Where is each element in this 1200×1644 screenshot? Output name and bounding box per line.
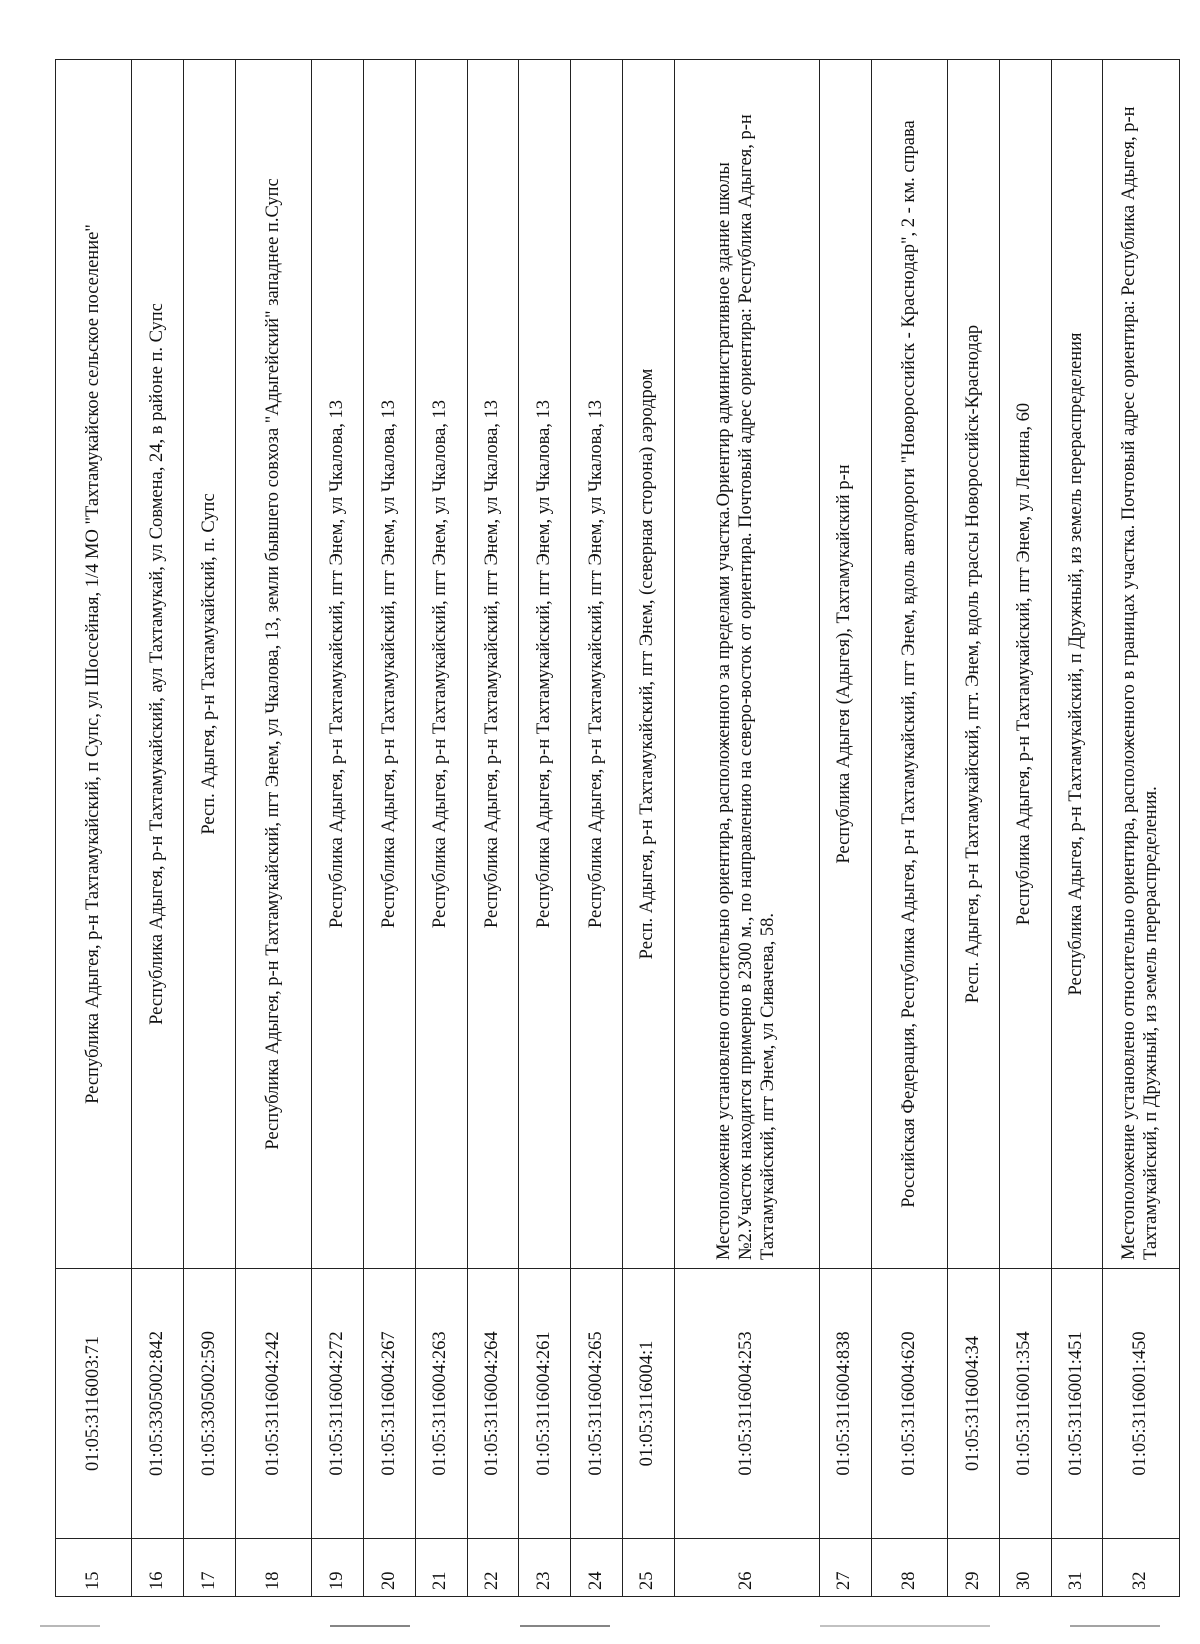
table-row bbox=[622, 60, 674, 1597]
address-cell: Местоположение установлено относительно ориентира, расположенного за пределами участка.Ориентир административное здание школы №2.Участок находится примерно в 2300 м., по направлению на северо-восток от ориентира. Почтовый адрес ориентира: Республика Адыгея, р-н Тахтамукайский, пгт Энем, ул Сивачева, 58. bbox=[674, 60, 819, 1269]
address-cell: Республика Адыгея, р-н Тахтамукайский, пгт Энем, ул Чкалова, 13 bbox=[364, 60, 416, 1269]
row-number: 20 bbox=[364, 1539, 416, 1597]
cadastral-number: 01:05:3116004:620 bbox=[871, 1269, 947, 1539]
table-row bbox=[674, 60, 819, 1597]
row-number: 18 bbox=[235, 1539, 311, 1597]
address-cell: Республика Адыгея, р-н Тахтамукайский, пгт Энем, ул Чкалова, 13 bbox=[467, 60, 519, 1269]
address-cell: Респ. Адыгея, р-н Тахтамукайский, пгт Энем, (северная сторона) аэродром bbox=[622, 60, 674, 1269]
address-cell: Республика Адыгея (Адыгея), Тахтамукайский р-н bbox=[819, 60, 871, 1269]
table-row bbox=[312, 60, 364, 1597]
table-row bbox=[871, 60, 947, 1597]
table-row bbox=[1051, 60, 1103, 1597]
table-row bbox=[999, 60, 1051, 1597]
table-row bbox=[184, 60, 236, 1597]
row-number: 19 bbox=[312, 1539, 364, 1597]
parcel-table bbox=[55, 59, 1180, 1597]
cadastral-number: 01:05:3116004:261 bbox=[519, 1269, 571, 1539]
row-number: 31 bbox=[1051, 1539, 1103, 1597]
scan-artifact-line bbox=[820, 1625, 990, 1627]
cadastral-number: 01:05:3116004:265 bbox=[571, 1269, 623, 1539]
address-cell: Респ. Адыгея, р-н Тахтамукайский, п. Супс bbox=[184, 60, 236, 1269]
table-row bbox=[467, 60, 519, 1597]
row-number: 17 bbox=[184, 1539, 236, 1597]
row-number: 30 bbox=[999, 1539, 1051, 1597]
address-cell: Республика Адыгея, р-н Тахтамукайский, пгт Энем, ул Чкалова, 13 bbox=[571, 60, 623, 1269]
table-row bbox=[1103, 60, 1180, 1597]
cadastral-number: 01:05:3116003:71 bbox=[56, 1269, 132, 1539]
rotated-table-wrapper bbox=[55, 59, 1180, 1597]
row-number: 24 bbox=[571, 1539, 623, 1597]
table-row bbox=[235, 60, 311, 1597]
table-row bbox=[519, 60, 571, 1597]
address-cell: Республика Адыгея, р-н Тахтамукайский, пгт Энем, ул Чкалова, 13 bbox=[519, 60, 571, 1269]
cadastral-number: 01:05:3305002:590 bbox=[184, 1269, 236, 1539]
row-number: 23 bbox=[519, 1539, 571, 1597]
row-number: 15 bbox=[56, 1539, 132, 1597]
address-cell: Республика Адыгея, р-н Тахтамукайский, пгт Энем, ул Чкалова, 13, земли бывшего совхоза "Адыгейский" западнее п.Супс bbox=[235, 60, 311, 1269]
row-number: 21 bbox=[415, 1539, 467, 1597]
address-cell: Республика Адыгея, р-н Тахтамукайский, пгт Энем, ул Чкалова, 13 bbox=[415, 60, 467, 1269]
row-number: 28 bbox=[871, 1539, 947, 1597]
scan-artifact-line bbox=[330, 1625, 410, 1627]
address-cell: Респ. Адыгея, р-н Тахтамукайский, пгт. Энем, вдоль трассы Новороссийск-Краснодар bbox=[948, 60, 1000, 1269]
table-row bbox=[415, 60, 467, 1597]
cadastral-number: 01:05:3116001:451 bbox=[1051, 1269, 1103, 1539]
cadastral-number: 01:05:3116004:838 bbox=[819, 1269, 871, 1539]
table-row bbox=[948, 60, 1000, 1597]
cadastral-number: 01:05:3116004:272 bbox=[312, 1269, 364, 1539]
row-number: 29 bbox=[948, 1539, 1000, 1597]
row-number: 22 bbox=[467, 1539, 519, 1597]
scan-artifact-line bbox=[520, 1625, 610, 1627]
cadastral-number: 01:05:3116004:253 bbox=[674, 1269, 819, 1539]
cadastral-number: 01:05:3116004:263 bbox=[415, 1269, 467, 1539]
cadastral-number: 01:05:3305002:842 bbox=[132, 1269, 184, 1539]
table-row bbox=[571, 60, 623, 1597]
table-row bbox=[132, 60, 184, 1597]
cadastral-number: 01:05:3116004:34 bbox=[948, 1269, 1000, 1539]
address-cell: Республика Адыгея, р-н Тахтамукайский, пгт Энем, ул Ленина, 60 bbox=[999, 60, 1051, 1269]
row-number: 25 bbox=[622, 1539, 674, 1597]
address-cell: Республика Адыгея, р-н Тахтамукайский, пгт Энем, ул Чкалова, 13 bbox=[312, 60, 364, 1269]
table-row bbox=[819, 60, 871, 1597]
table-row bbox=[56, 60, 132, 1597]
address-cell: Республика Адыгея, р-н Тахтамукайский, п Супс, ул Шоссейная, 1/4 МО "Тахтамукайское сельское поселение" bbox=[56, 60, 132, 1269]
row-number: 27 bbox=[819, 1539, 871, 1597]
table-row bbox=[364, 60, 416, 1597]
cadastral-number: 01:05:3116004:242 bbox=[235, 1269, 311, 1539]
row-number: 32 bbox=[1103, 1539, 1180, 1597]
address-cell: Российская Федерация, Республика Адыгея, р-н Тахтамукайский, пгт Энем, вдоль автодороги "Новороссийск - Краснодар", 2 - км. справа bbox=[871, 60, 947, 1269]
scan-artifact-line bbox=[1070, 1625, 1160, 1627]
cadastral-number: 01:05:3116001:450 bbox=[1103, 1269, 1180, 1539]
cadastral-number: 01:05:3116004:267 bbox=[364, 1269, 416, 1539]
address-cell: Местоположение установлено относительно ориентира, расположенного в границах участка. Почтовый адрес ориентира: Республика Адыгея, р-н Тахтамукайский, п Дружный, из земель перераспределения. bbox=[1103, 60, 1180, 1269]
row-number: 16 bbox=[132, 1539, 184, 1597]
cadastral-number: 01:05:3116004:264 bbox=[467, 1269, 519, 1539]
row-number: 26 bbox=[674, 1539, 819, 1597]
address-cell: Республика Адыгея, р-н Тахтамукайский, п Дружный, из земель перераспределения bbox=[1051, 60, 1103, 1269]
scan-artifact-line bbox=[40, 1625, 100, 1627]
address-cell: Республика Адыгея, р-н Тахтамукайский, аул Тахтамукай, ул Совмена, 24, в районе п. Супс bbox=[132, 60, 184, 1269]
cadastral-number: 01:05:3116001:354 bbox=[999, 1269, 1051, 1539]
cadastral-number: 01:05:3116004:1 bbox=[622, 1269, 674, 1539]
